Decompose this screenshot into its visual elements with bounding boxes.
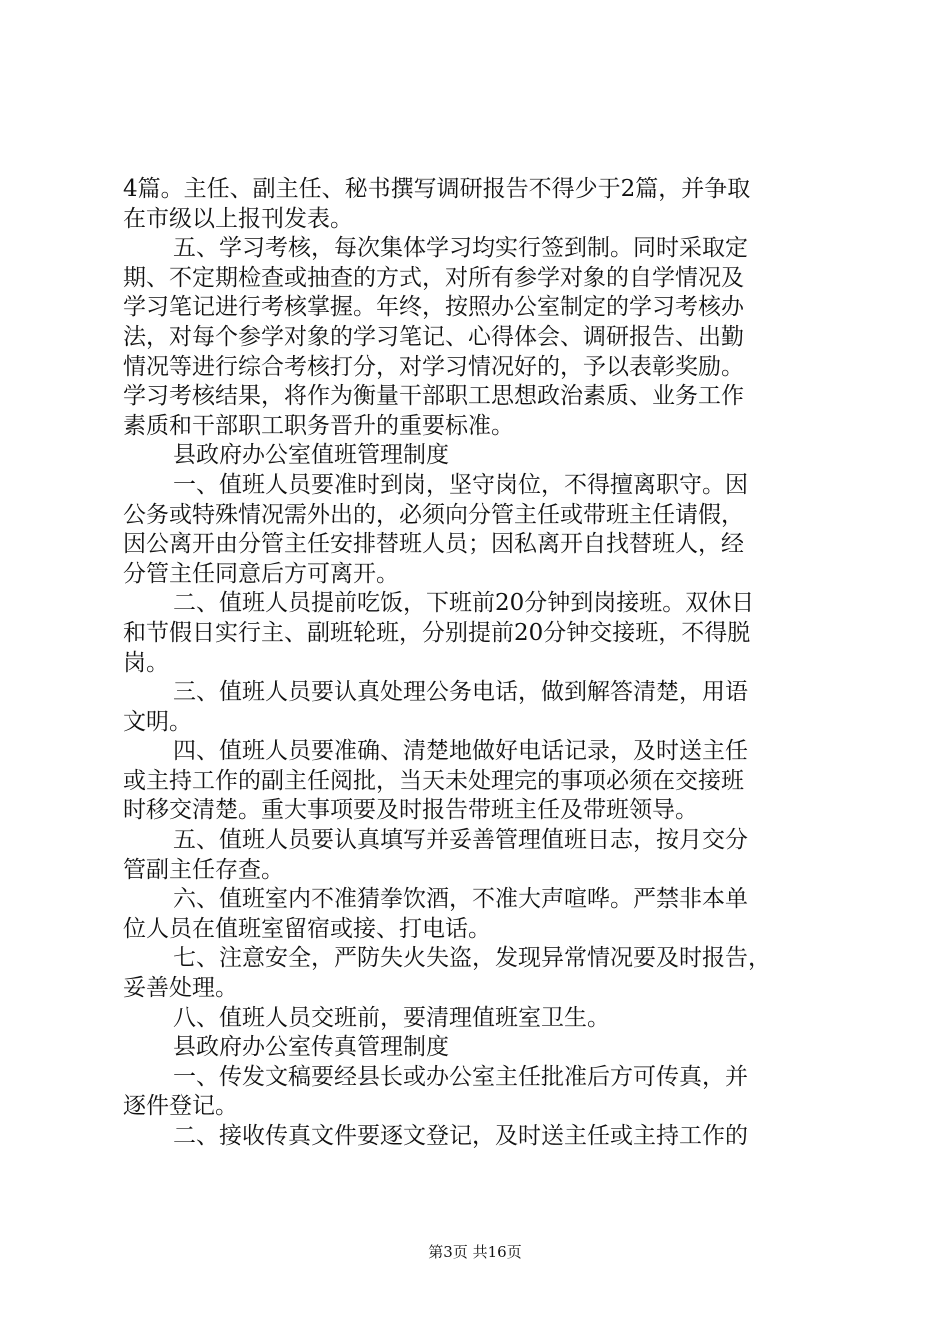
text-line: 一、传发文稿要经县长或办公室主任批准后方可传真，并 bbox=[173, 1063, 748, 1090]
text-line: 岗。 bbox=[123, 649, 169, 676]
text-line: 学习笔记进行考核掌握。年终，按照办公室制定的学习考核办 bbox=[123, 294, 744, 321]
text-line: 素质和干部职工职务晋升的重要标准。 bbox=[123, 412, 514, 439]
text-line: 三、值班人员要认真处理公务电话，做到解答清楚，用语 bbox=[173, 679, 748, 706]
text-line: 四、值班人员要准确、清楚地做好电话记录，及时送主任 bbox=[173, 738, 748, 765]
text-line: 因公离开由分管主任安排替班人员；因私离开自找替班人，经 bbox=[123, 531, 744, 558]
text-line: 4篇。主任、副主任、秘书撰写调研报告不得少于2篇，并争取 bbox=[123, 176, 751, 202]
text-line: 五、值班人员要认真填写并妥善管理值班日志，按月交分 bbox=[173, 827, 748, 854]
text-line: 妥善处理。 bbox=[123, 975, 238, 1002]
text-line: 文明。 bbox=[123, 708, 192, 735]
text-line: 六、值班室内不准猜拳饮酒，不准大声喧哗。严禁非本单 bbox=[173, 886, 748, 913]
text-line: 八、值班人员交班前，要清理值班室卫生。 bbox=[173, 1004, 610, 1031]
text-line: 在市级以上报刊发表。 bbox=[123, 205, 353, 232]
text-line: 县政府办公室值班管理制度 bbox=[173, 442, 449, 469]
text-line: 二、接收传真文件要逐文登记，及时送主任或主持工作的 bbox=[173, 1123, 748, 1149]
text-line: 管副主任存查。 bbox=[123, 856, 284, 883]
text-line: 或主持工作的副主任阅批，当天未处理完的事项必须在交接班 bbox=[123, 767, 744, 794]
text-line: 县政府办公室传真管理制度 bbox=[173, 1034, 449, 1061]
text-line: 七、注意安全，严防失火失盗，发现异常情况要及时报告， bbox=[173, 945, 771, 972]
text-line: 法，对每个参学对象的学习笔记、心得体会、调研报告、出勤 bbox=[123, 323, 744, 350]
text-line: 逐件登记。 bbox=[123, 1093, 238, 1120]
text-line: 一、值班人员要准时到岗，坚守岗位，不得擅离职守。因 bbox=[173, 471, 748, 498]
text-line: 二、值班人员提前吃饭，下班前20分钟到岗接班。双休日 bbox=[173, 590, 755, 617]
text-line: 情况等进行综合考核打分，对学习情况好的，予以表彰奖励。 bbox=[123, 353, 744, 380]
text-line: 期、不定期检查或抽查的方式，对所有参学对象的自学情况及 bbox=[123, 264, 744, 291]
text-line: 时移交清楚。重大事项要及时报告带班主任及带班领导。 bbox=[123, 797, 698, 824]
text-line: 五、学习考核，每次集体学习均实行签到制。同时采取定 bbox=[173, 235, 748, 262]
text-line: 分管主任同意后方可离开。 bbox=[123, 560, 399, 587]
text-line: 位人员在值班室留宿或接、打电话。 bbox=[123, 915, 491, 942]
text-line: 学习考核结果，将作为衡量干部职工思想政治素质、业务工作 bbox=[123, 383, 744, 410]
page-footer: 第3页 共16页 bbox=[428, 1243, 522, 1261]
document-body bbox=[123, 175, 833, 1152]
text-line: 公务或特殊情况需外出的，必须向分管主任或带班主任请假， bbox=[123, 501, 744, 528]
text-line: 和节假日实行主、副班轮班，分别提前20分钟交接班，不得脱 bbox=[123, 619, 751, 646]
